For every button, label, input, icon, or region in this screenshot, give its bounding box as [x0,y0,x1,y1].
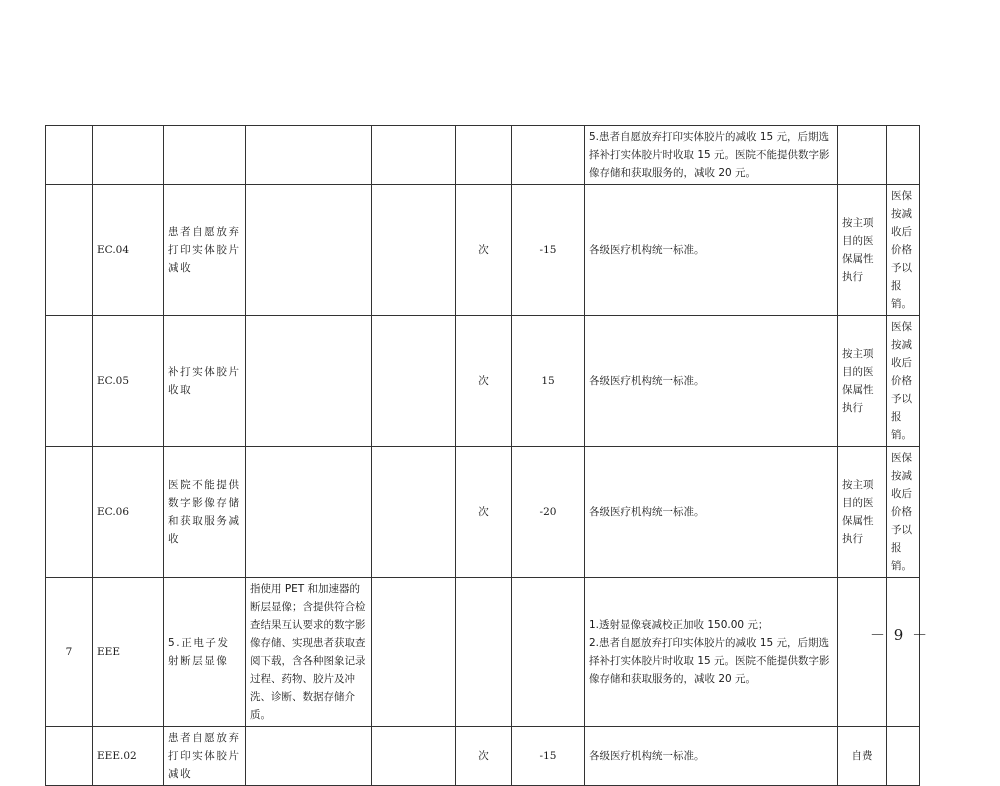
unit-cell [456,126,512,185]
seq-cell [46,185,93,316]
content-cell [246,447,372,578]
seq-cell: 7 [46,578,93,727]
page-number: － 9 － [870,626,930,644]
content-cell [246,185,372,316]
price-cell: 15 [512,316,585,447]
name-cell: 补打实体胶片收取 [164,316,246,447]
price-cell [512,126,585,185]
code-cell: EC.04 [93,185,164,316]
content-cell [246,727,372,786]
table-row [46,185,920,316]
table-row [46,126,920,185]
except-cell [372,126,456,185]
note-cell: 1.透射显像衰减校正加收 150.00 元； 2.患者自愿放弃打印实体胶片的减收 15 元，后期选择补打实体胶片时收取 15 元。医院不能提供数字影像存储和获取服务的，减收 20 元。 [585,578,838,727]
except-cell [372,727,456,786]
seq-cell [46,447,93,578]
code-cell: EEE.02 [93,727,164,786]
unit-cell: 次 [456,727,512,786]
unit-cell [456,578,512,727]
seq-cell [46,126,93,185]
note-cell: 各级医疗机构统一标准。 [585,447,838,578]
extra-cell: 医保按减收后价格予以报销。 [887,185,920,316]
note-cell: 各级医疗机构统一标准。 [585,727,838,786]
category-cell: 按主项目的医保属性执行 [838,447,887,578]
unit-cell: 次 [456,316,512,447]
name-cell: 5.正电子发射断层显像 [164,578,246,727]
name-cell [164,126,246,185]
except-cell [372,185,456,316]
category-cell: 按主项目的医保属性执行 [838,185,887,316]
except-cell [372,316,456,447]
seq-cell [46,316,93,447]
name-cell: 医院不能提供数字影像存储和获取服务减收 [164,447,246,578]
unit-cell: 次 [456,185,512,316]
price-cell: -20 [512,447,585,578]
category-cell: 按主项目的医保属性执行 [838,316,887,447]
content-cell [246,316,372,447]
extra-cell: 医保按减收后价格予以报销。 [887,447,920,578]
content-cell [246,126,372,185]
category-cell: 自费 [838,727,887,786]
price-cell [512,578,585,727]
name-cell: 患者自愿放弃打印实体胶片减收 [164,727,246,786]
name-cell: 患者自愿放弃打印实体胶片减收 [164,185,246,316]
table-row [46,316,920,447]
price-cell: -15 [512,727,585,786]
content-cell: 指使用 PET 和加速器的断层显像；含提供符合检查结果互认要求的数字影像存储、实现患者获取查阅下载，含各种图象记录过程、药物、胶片及冲洗、诊断、数据存储介质。 [246,578,372,727]
code-cell [93,126,164,185]
note-cell: 各级医疗机构统一标准。 [585,185,838,316]
category-cell [838,578,887,727]
except-cell [372,578,456,727]
seq-cell [46,727,93,786]
extra-cell [887,727,920,786]
note-cell: 5.患者自愿放弃打印实体胶片的减收 15 元，后期选择补打实体胶片时收取 15 元。医院不能提供数字影像存储和获取服务的，减收 20 元。 [585,126,838,185]
price-table [45,125,920,786]
code-cell: EC.05 [93,316,164,447]
category-cell [838,126,887,185]
extra-cell: 医保按减收后价格予以报销。 [887,316,920,447]
extra-cell [887,578,920,727]
table-row [46,447,920,578]
except-cell [372,447,456,578]
table-row [46,727,920,786]
code-cell: EC.06 [93,447,164,578]
table-row [46,578,920,727]
extra-cell [887,126,920,185]
note-cell: 各级医疗机构统一标准。 [585,316,838,447]
code-cell: EEE [93,578,164,727]
unit-cell: 次 [456,447,512,578]
price-cell: -15 [512,185,585,316]
